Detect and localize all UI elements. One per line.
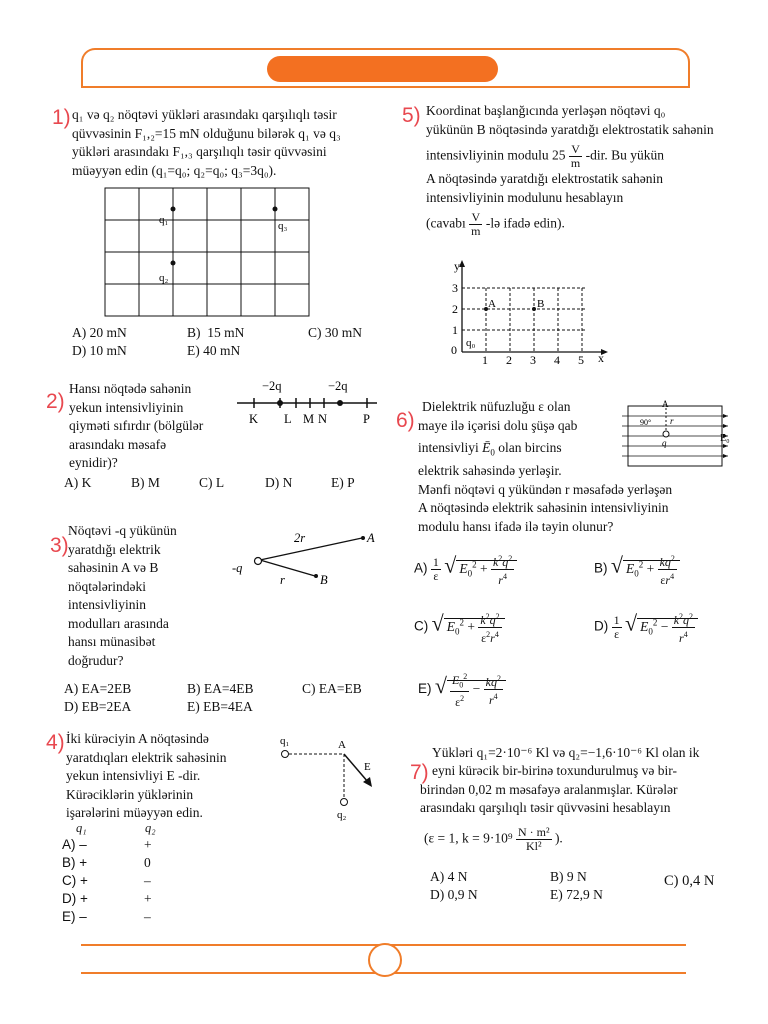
label-r: r xyxy=(670,416,674,426)
q1-option-e[interactable]: E) 40 mN xyxy=(187,343,241,358)
footer-circle xyxy=(368,943,402,977)
q2-option-a[interactable]: A) K xyxy=(64,475,92,490)
x-tick-3: 3 xyxy=(530,353,536,367)
question-2-text: Hansı nöqtədə sahənin yekun intensivliyinin qiyməti sıfırdır (bölgülər arasındakı məsafə eynidir)? xyxy=(69,381,204,470)
label-q2: q₂ xyxy=(159,272,169,284)
question-5-coordinate-figure xyxy=(442,256,612,368)
label-E0: E₀ xyxy=(720,433,730,444)
q3-option-b[interactable]: B) EA=4EB xyxy=(187,681,254,696)
question-3-text: Nöqtəvi -q yükünün yaratdığı elektrik sahəsinin A və B nöqtələrindəki intensivliyinin modulları arasında hansı münasibət doğrudur? xyxy=(68,523,177,668)
y-tick-1: 1 xyxy=(452,323,458,337)
q1-option-b[interactable]: B) 15 mN xyxy=(187,325,245,340)
q4-option-b[interactable]: B) + 0 xyxy=(62,855,151,870)
x-tick-2: 2 xyxy=(506,353,512,367)
label-q: q xyxy=(662,438,667,448)
question-3-figure xyxy=(224,524,384,594)
q1-option-c[interactable]: C) 30 mN xyxy=(308,325,362,340)
q6-option-a[interactable]: A) $\frac{1}{\varepsilon}$ √ $E_0^2$ + $\frac{k^2q^2}{r^4}$ xyxy=(414,552,517,587)
y-tick-0: 0 xyxy=(451,343,457,357)
q3-option-c[interactable]: C) EA=EB xyxy=(302,681,362,696)
q6-option-b[interactable]: B) √ $E_0^2$ + $\frac{kq^2}{\varepsilon r^4}$ xyxy=(594,552,680,587)
question-6-figure xyxy=(620,398,738,470)
charge-q1-dot xyxy=(171,207,176,212)
label-A: A xyxy=(338,739,346,751)
label-neg-q: -q xyxy=(232,561,243,575)
q2-option-e[interactable]: E) P xyxy=(331,475,355,490)
label-q2: q₂ xyxy=(337,809,347,821)
question-4-text: İki kürəciyin A nöqtəsində yaratdıqları elektrik sahəsinin yekun intensivliyi E -dir. Kürəciklərin yüklərinin işarələrini müəyyən edin. xyxy=(66,731,227,820)
axis-y-label: y xyxy=(454,259,460,273)
question-5-number: 5) xyxy=(402,104,421,127)
question-6-number: 6) xyxy=(396,409,415,432)
label-r: r xyxy=(280,573,285,587)
point-L: L xyxy=(284,412,292,425)
q2-option-d[interactable]: D) N xyxy=(265,475,293,490)
label-A: A xyxy=(367,531,375,545)
q6-option-d[interactable]: D) $\frac{1}{\varepsilon}$ √ $E_0^2$ − $\frac{k^2q^2}{r^4}$ xyxy=(594,610,698,645)
label-A: A xyxy=(488,298,496,310)
question-1-text: q₁ və q₂ nöqtəvi yükləri arasındakı qarşılıqlı təsir qüvvəsinin F₁,₂=15 mN olduğunu bilərək q₁ və q₃ yükləri arasındakı F₁,₃ qarşılıqlı təsir qüvvəsini müəyyən edin (q₁=q₀; q₂=q₀; q₃=3q₀). xyxy=(72,107,341,178)
q3-option-e[interactable]: E) EB=4EA xyxy=(187,699,253,714)
header-rule xyxy=(81,86,688,88)
y-tick-3: 3 xyxy=(452,281,458,295)
question-4-number: 4) xyxy=(46,731,65,754)
q7-option-b[interactable]: B) 9 N xyxy=(550,869,587,884)
label-B: B xyxy=(537,298,545,310)
charge-label-left: −2q xyxy=(262,379,282,393)
y-tick-2: 2 xyxy=(452,302,458,316)
point-P: P xyxy=(363,412,370,425)
q3-option-d[interactable]: D) EB=2EA xyxy=(64,699,132,714)
x-tick-1: 1 xyxy=(482,353,488,367)
header-pill xyxy=(267,56,498,82)
label-E: E xyxy=(364,761,371,773)
label-q3: q₃ xyxy=(278,220,288,232)
question-2-number: 2) xyxy=(46,390,65,413)
charge-q3-dot xyxy=(273,207,278,212)
question-7-constants: (ε = 1, k = 9·10⁹ $\frac{\text{N · m²}}{\text{Kl²}}$ ). xyxy=(424,825,563,853)
q6-option-c[interactable]: C) √ $E_0^2$ + $\frac{k^2q^2}{\varepsilon^2r^4}$ xyxy=(414,610,505,645)
q1-option-a[interactable]: A) 20 mN xyxy=(72,325,127,340)
charge-q2-dot xyxy=(171,261,176,266)
label-q1: q₁ xyxy=(280,735,290,747)
label-q0: q₀ xyxy=(466,337,476,349)
x-tick-5: 5 xyxy=(578,353,584,367)
x-tick-4: 4 xyxy=(554,353,560,367)
axis-x-label: x xyxy=(598,351,604,365)
q3-option-a[interactable]: A) EA=2EB xyxy=(64,681,132,696)
q4-option-e[interactable]: E) – – xyxy=(62,909,151,924)
q4-option-c[interactable]: C) + – xyxy=(62,873,151,888)
question-7-number: 7) xyxy=(410,761,429,784)
question-4-figure xyxy=(272,732,382,824)
point-N: N xyxy=(318,412,328,425)
label-2r: 2r xyxy=(294,531,306,545)
question-1-number: 1) xyxy=(52,106,71,129)
charge-label-right: −2q xyxy=(328,379,348,393)
q7-option-d[interactable]: D) 0,9 N xyxy=(430,887,478,902)
question-7-text: Yükləri q₁=2·10⁻⁶ Kl və q₂=−1,6·10⁻⁶ Kl olan ik xyxy=(432,745,700,760)
question-1-grid-figure xyxy=(100,184,314,320)
label-A: A xyxy=(662,399,669,409)
question-5-text: Koordinat başlanğıcında yerləşən nöqtəvi q₀ yükünün B nöqtəsində yaratdığı elektrostatik sahənin intensivliyinin modulu 25 $\frac{V}{m}$ -dir. Bu yükün A nöqtəsində yaratdığı elektrostatik sahənin intensivliyinin modulunu hesablayın (cavabı $\frac{V}{m}$ -lə ifadə edin). xyxy=(426,103,714,238)
q1-option-d[interactable]: D) 10 mN xyxy=(72,343,127,358)
q4-options-table xyxy=(62,836,152,926)
q6-option-e[interactable]: E) √ $\frac{E_0^2}{\varepsilon^2}$ − $\frac{kq^2}{r^4}$ xyxy=(418,670,506,709)
q7-option-a[interactable]: A) 4 N xyxy=(430,869,468,884)
q4-option-a[interactable]: A) – + xyxy=(62,837,152,852)
label-90deg: 90° xyxy=(640,418,652,427)
point-M: M xyxy=(303,412,315,425)
q4-option-d[interactable]: D) + + xyxy=(62,891,152,906)
question-3-number: 3) xyxy=(50,534,69,557)
label-q1: q₁ xyxy=(159,214,169,226)
question-2-line-figure xyxy=(232,377,382,425)
q7-option-e[interactable]: E) 72,9 N xyxy=(550,887,603,902)
q2-option-b[interactable]: B) M xyxy=(131,475,160,490)
label-B: B xyxy=(320,573,328,587)
q4-header-q2: q₂ xyxy=(145,821,156,835)
q2-option-c[interactable]: C) L xyxy=(199,475,225,490)
question-6-text: Dielektrik nüfuzluğu ε olan maye ilə içərisi dolu şüşə qab intensivliyi $Ē_0$ olan bircins elektrik sahəsində yerləşir. Mənfi nöqtəvi q yükündən r məsafədə yerləşən A nöqtəsində elektrik sahəsinin intensivliyinin modulu hansı ifadə ilə təyin olunur? xyxy=(418,399,673,534)
q7-option-c[interactable]: C) 0,4 N xyxy=(664,873,715,889)
point-K: K xyxy=(249,412,259,425)
q4-header-q1: q₁ xyxy=(76,821,87,835)
question-7-text-cont: eyni kürəcik bir-birinə toxundurulmuş və bir- birindən 0,02 m məsafəyə aralanmışlar. Kürələr arasındakı qarşılıqlı təsir qüvvəsini hesablayın xyxy=(420,763,678,815)
